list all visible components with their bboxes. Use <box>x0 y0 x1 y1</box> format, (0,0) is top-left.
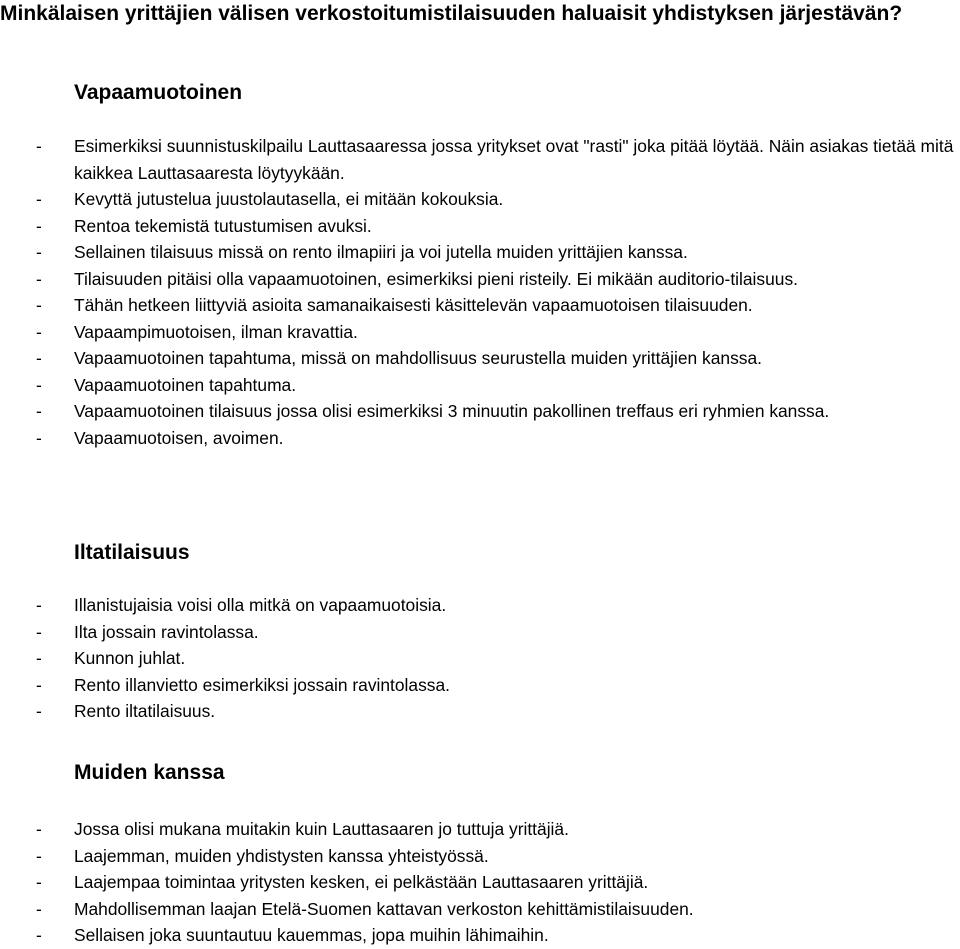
list-item-text: Ilta jossain ravintolassa. <box>74 621 259 642</box>
list-item <box>0 672 960 699</box>
list-item <box>0 922 960 949</box>
dash-bullet: - <box>36 898 42 919</box>
list-item-text: Sellaisen joka suuntautuu kauemmas, jopa muihin lähimaihin. <box>74 925 549 945</box>
dash-bullet: - <box>36 374 42 395</box>
list-item-text: Vapaamuotoinen tilaisuus jossa olisi esimerkiksi 3 minuutin pakollinen treffaus eri ryhmien kanssa. <box>74 401 830 421</box>
list-item-text: Vapaamuotoisen, avoimen. <box>74 427 284 448</box>
section-heading-iltatilaisuus: Iltatilaisuus <box>74 541 190 564</box>
list-item-text: Kunnon juhlat. <box>74 648 186 668</box>
list-item-text: Tähän hetkeen liittyviä asioita samanaikaisesti käsittelevän vapaamuotoisen tilaisuuden. <box>74 295 753 315</box>
list-item <box>0 213 960 240</box>
dash-bullet: - <box>36 427 42 448</box>
list-item <box>0 645 960 672</box>
list-item <box>0 186 960 213</box>
list-item-text: Illanistujaisia voisi olla mitkä on vapaamuotoisia. <box>74 595 447 615</box>
dash-bullet: - <box>36 845 42 866</box>
dash-bullet: - <box>36 621 42 642</box>
list-item-text: Rentoa tekemistä tutustumisen avuksi. <box>74 215 372 236</box>
list-item-text: Jossa olisi mukana muitakin kuin Lauttasaaren jo tuttuja yrittäjiä. <box>74 819 569 839</box>
dash-bullet: - <box>36 242 42 262</box>
question-title: Minkälaisen yrittäjien välisen verkostoitumistilaisuuden haluaisit yhdistyksen järjestävän? <box>0 2 903 25</box>
list-item <box>0 372 960 399</box>
list-item-text: Laajemman, muiden yhdistysten kanssa yhteistyössä. <box>74 845 489 866</box>
list-item-text: Tilaisuuden pitäisi olla vapaamuotoinen, esimerkiksi pieni risteily. Ei mikään auditorio-tilaisuus. <box>74 268 798 289</box>
list-item-text: Esimerkiksi suunnistuskilpailu Lauttasaaressa jossa yritykset ovat "rasti" joka pitää löytää. Näin asiakas tietää mitä kaikkea Lauttasaaresta löytyykään. <box>74 136 954 183</box>
list-item-text: Vapaamuotoinen tapahtuma. <box>74 374 297 395</box>
dash-bullet: - <box>36 401 42 421</box>
dash-bullet: - <box>36 215 42 236</box>
list-item <box>0 896 960 923</box>
list-item <box>0 592 960 619</box>
list-item-text: Mahdollisemman laajan Etelä-Suomen kattavan verkoston kehittämistilaisuuden. <box>74 898 694 919</box>
list-item <box>0 319 960 346</box>
list-item <box>0 292 960 319</box>
dash-bullet: - <box>36 872 42 892</box>
dash-bullet: - <box>36 295 42 315</box>
dash-bullet: - <box>36 674 42 695</box>
list-item-text: Vapaamuotoinen tapahtuma, missä on mahdollisuus seurustella muiden yrittäjien kanssa. <box>74 348 762 368</box>
dash-bullet: - <box>36 925 42 945</box>
answer-list-vapaamuotoinen <box>0 133 960 451</box>
list-item-text: Rento iltatilaisuus. <box>74 701 216 721</box>
dash-bullet: - <box>36 648 42 668</box>
list-item-text: Laajempaa toimintaa yritysten kesken, ei pelkästään Lauttasaaren yrittäjiä. <box>74 872 649 892</box>
dash-bullet: - <box>36 348 42 368</box>
list-item <box>0 133 960 186</box>
dash-bullet: - <box>36 268 42 289</box>
list-item-text: Rento illanvietto esimerkiksi jossain ravintolassa. <box>74 674 450 695</box>
dash-bullet: - <box>36 819 42 839</box>
list-item <box>0 398 960 425</box>
list-item <box>0 345 960 372</box>
list-item-text: Vapaampimuotoisen, ilman kravattia. <box>74 321 358 342</box>
dash-bullet: - <box>36 321 42 342</box>
dash-bullet: - <box>36 189 42 209</box>
list-item <box>0 266 960 293</box>
list-item <box>0 619 960 646</box>
list-item <box>0 843 960 870</box>
answer-list-muiden-kanssa <box>0 816 960 949</box>
dash-bullet: - <box>36 595 42 615</box>
list-item <box>0 698 960 725</box>
list-item <box>0 239 960 266</box>
dash-bullet: - <box>36 701 42 721</box>
list-item <box>0 425 960 452</box>
section-heading-vapaamuotoinen: Vapaamuotoinen <box>74 81 243 104</box>
list-item <box>0 869 960 896</box>
list-item-text: Sellainen tilaisuus missä on rento ilmapiiri ja voi jutella muiden yrittäjien kanssa. <box>74 242 688 262</box>
dash-bullet: - <box>36 136 42 156</box>
answer-list-iltatilaisuus <box>0 592 960 725</box>
list-item-text: Kevyttä jutustelua juustolautasella, ei mitään kokouksia. <box>74 189 504 209</box>
section-heading-muiden-kanssa: Muiden kanssa <box>74 761 225 784</box>
list-item <box>0 816 960 843</box>
